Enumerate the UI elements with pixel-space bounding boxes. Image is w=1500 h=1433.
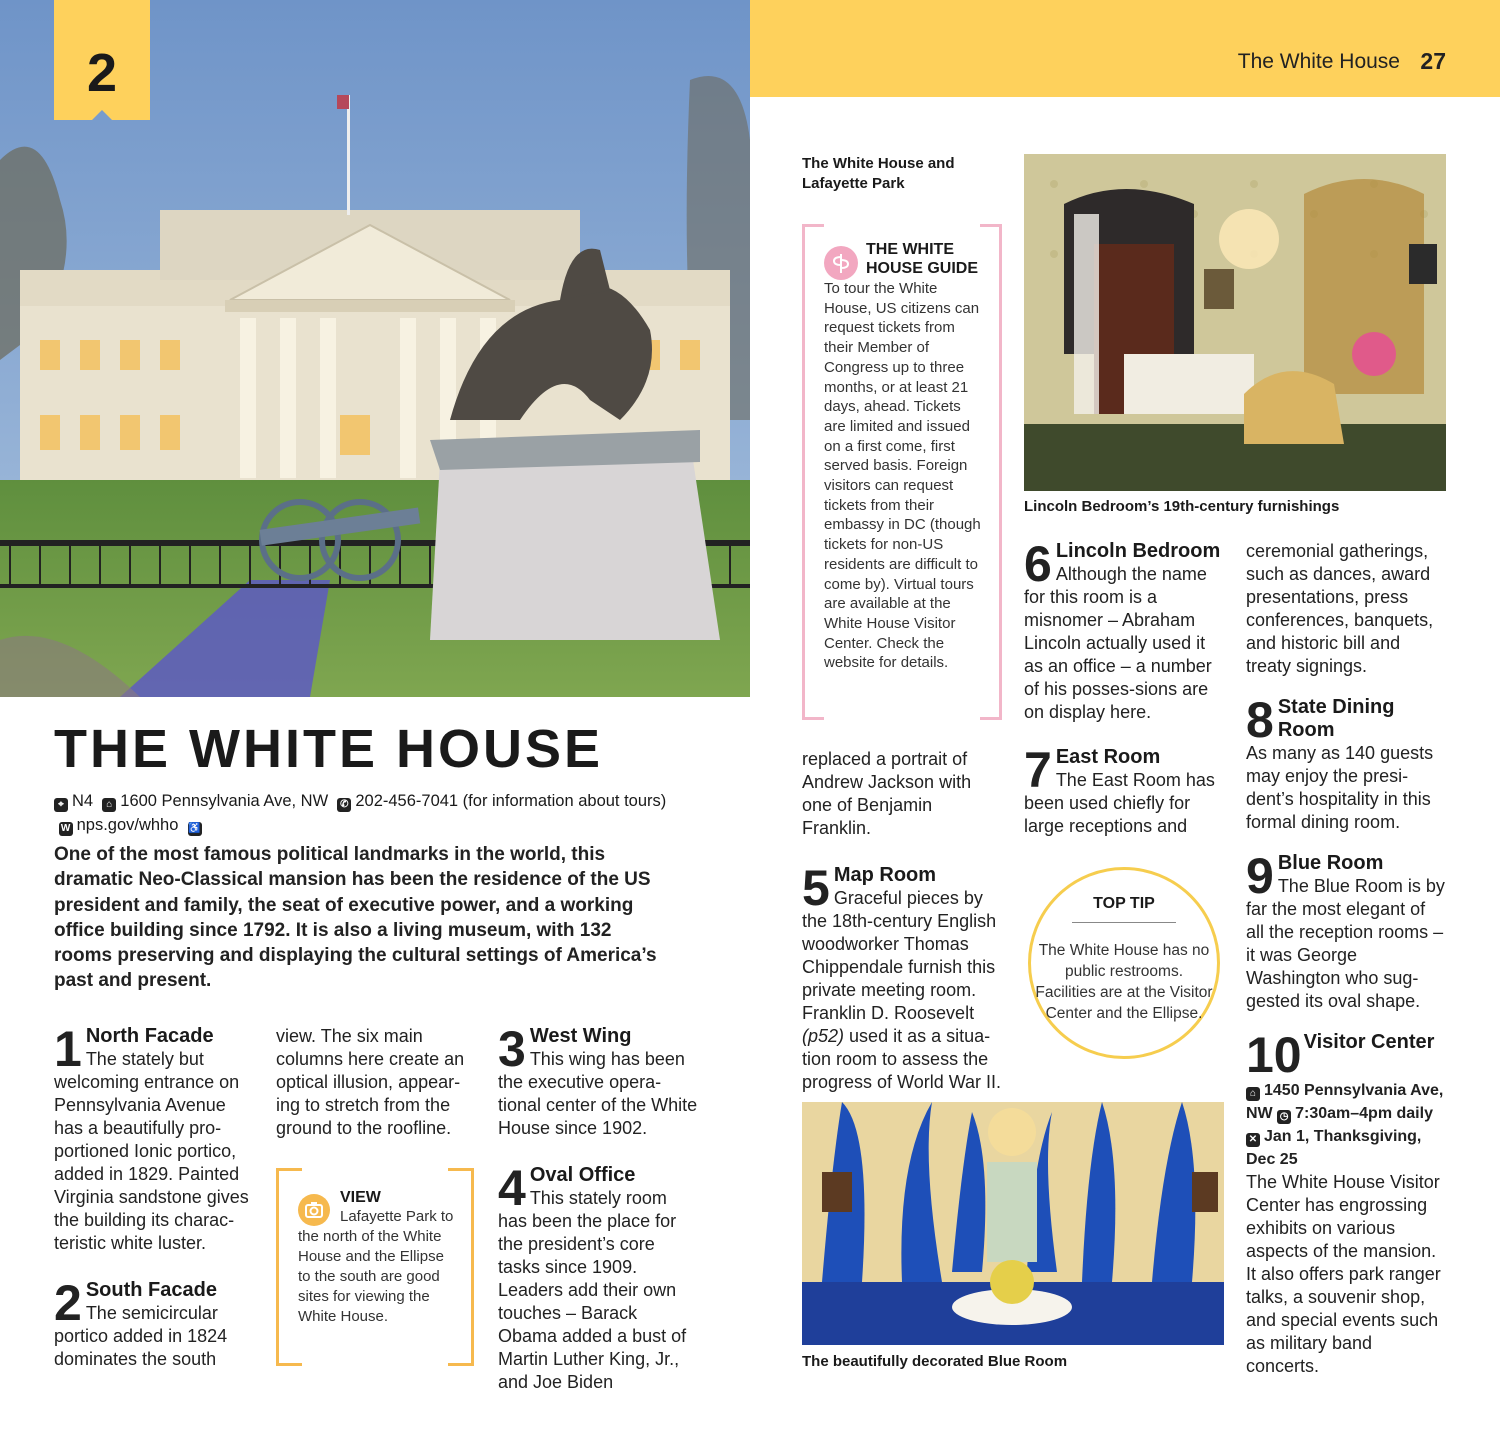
guide-box-text: To tour the White House, US citizens can request tickets from their Member of Congress up to three months, or at least 21 days, ahead. Tickets are limited and issued on a first come, first served basis. Foreign visitors can request tickets from their embassy in DC (though tickets for non-US residents are difficult to come by). Virtual tours are available at the White House Visitor Center. Check the website for details.: [824, 280, 981, 672]
phone-icon: ✆: [337, 798, 351, 812]
entry-continued-text: replaced a portrait of Andrew Jackson with one of Benjamin Franklin.: [802, 749, 972, 838]
entry-number: 8: [1246, 692, 1274, 748]
entry-text: The stately but welcoming entrance on Pennsylvania Avenue has a beautifully pro-portioned Ionic portico, added in 1829. Painted Virginia sandstone gives the building its charac-teristic white luster.: [54, 1049, 249, 1253]
guide-box: [824, 240, 984, 673]
view-box: [298, 1188, 456, 1327]
view-box-text: Lafayette Park to the north of the White House and the Ellipse to the south are good sites for viewing the White House.: [298, 1208, 454, 1325]
blue-room-caption: The beautifully decorated Blue Room: [802, 1353, 1068, 1370]
guide-box-title: THE WHITE HOUSE GUIDE: [866, 241, 979, 277]
address-icon: ⌂: [102, 798, 116, 812]
entry-heading: Lincoln Bedroom: [1055, 540, 1221, 562]
guide-box-corner: [980, 224, 1002, 227]
map-pin-icon: ⌖: [54, 798, 68, 812]
entry-blue-room: [1246, 848, 1446, 1013]
view-box-corner: [276, 1168, 302, 1171]
entry-number: 2: [54, 1275, 82, 1331]
column-3: [498, 1021, 698, 1418]
page-number: 27: [1420, 48, 1446, 74]
entry-text: This wing has been the executive opera-tional center of the White House since 1902.: [498, 1049, 698, 1138]
column-c: [1246, 540, 1446, 1402]
entry-oval-office: [498, 1160, 698, 1394]
hero-caption: The White House and Lafayette Park: [802, 155, 955, 192]
entry-heading: Oval Office: [529, 1164, 636, 1186]
entry-east-room: [1024, 742, 1226, 838]
top-tip-title: TOP TIP: [1093, 895, 1155, 912]
address-icon: ⌂: [1246, 1087, 1260, 1101]
entry-text: The semicircular portico added in 1824 dominates the south: [54, 1303, 228, 1369]
entry-number: 6: [1024, 536, 1052, 592]
guide-box-corner: [802, 224, 824, 227]
entry-text: As many as 140 guests may enjoy the presi-dent’s hospitality in this formal dining room.: [1246, 743, 1434, 832]
lincoln-caption: Lincoln Bedroom’s 19th-century furnishings: [1024, 498, 1340, 515]
entry-text: Graceful pieces by the 18th-century English woodworker Thomas Chippendale furnish this private meeting room. Franklin D. Roosevelt: [802, 888, 997, 1023]
entry-continued-text: view. The six main columns here create an optical illusion, appear-ing to stretch from the ground to the roofline.: [276, 1026, 465, 1138]
phone: 202-456-7041 (for information about tours): [355, 792, 667, 810]
entry-heading: Map Room: [833, 864, 937, 886]
entry-west-wing: [498, 1021, 698, 1140]
column-a: [802, 748, 1002, 1118]
view-box-title: VIEW: [340, 1189, 381, 1206]
guide-box-corner: [802, 717, 824, 720]
entry-continued: [802, 748, 1002, 840]
entry-number: 5: [802, 860, 830, 916]
entry-text: Although the name for this room is a misnomer – Abraham Lincoln actually used it as an office – a number of his posses-sions are on display here.: [1024, 564, 1212, 722]
page-title: THE WHITE HOUSE: [54, 719, 604, 779]
page-reference-link[interactable]: (p52): [802, 1026, 845, 1046]
entry-number: 9: [1246, 848, 1274, 904]
lincoln-bedroom-photo: [1024, 154, 1446, 491]
entry-number: 10: [1246, 1027, 1302, 1083]
address: 1600 Pennsylvania Ave, NW: [120, 792, 329, 810]
visitor-center-info: [1246, 1077, 1446, 1171]
map-ref: N4: [72, 792, 94, 810]
chapter-number: 2: [86, 43, 118, 103]
visitor-closed: Jan 1, Thanksgiving, Dec 25: [1246, 1128, 1422, 1168]
accessibility-icon: ♿: [188, 823, 201, 834]
entry-text-continued: used it as a situa-tion room to assess the progress of World War II.: [802, 1026, 1002, 1092]
entry-heading: State Dining Room: [1277, 696, 1395, 741]
entry-visitor-center: [1246, 1027, 1446, 1378]
entry-text: This stately room has been the place for the president’s core tasks since 1909. Leaders add their own touches – Barack Obama added a bust of Martin Luther King, Jr., and Joe Biden: [498, 1188, 687, 1392]
practical-info: [54, 789, 674, 837]
entry-heading: Blue Room: [1277, 852, 1384, 874]
entry-heading: South Facade: [85, 1279, 217, 1301]
visitor-hours: 7:30am–4pm daily: [1295, 1105, 1433, 1122]
entry-south-facade: [54, 1275, 254, 1371]
entry-number: 4: [498, 1160, 526, 1216]
entry-text: The Blue Room is by far the most elegant of all the reception rooms – it was George Washington who sug-gested its oval shape.: [1246, 876, 1445, 1011]
top-tip-divider: [1072, 922, 1176, 923]
header-band: [750, 0, 1500, 97]
intro-paragraph: One of the most famous political landmarks in the world, this dramatic Neo-Classical mansion has been the residence of the US president and family, the seat of executive power, and a working office building since 1792. It is also a living museum, with 132 rooms preserving and displaying the cultural settings of America’s past and present.: [54, 844, 657, 992]
entry-heading: West Wing: [529, 1025, 632, 1047]
top-tip-text: The White House has no public restrooms. Facilities are at the Visitor Center and the Ellipse.: [1035, 942, 1213, 1022]
entry-continued-text: ceremonial gatherings, such as dances, award presentations, press conferences, banquets, and historic bill and treaty signings.: [1246, 541, 1434, 676]
entry-number: 7: [1024, 742, 1052, 798]
entry-heading: East Room: [1055, 746, 1161, 768]
entry-text: The White House Visitor Center has engrossing exhibits on various aspects of the mansion. It also offers park ranger talks, a souvenir shop, and special events such as military band concerts.: [1246, 1172, 1441, 1376]
column-1: [54, 1021, 254, 1395]
entry-heading: North Facade: [85, 1025, 214, 1047]
clock-icon: ◷: [1277, 1110, 1291, 1124]
web-icon: W: [59, 822, 73, 836]
entry-north-facade: [54, 1021, 254, 1255]
visitor-address: 1450 Pennsylvania Ave, NW: [1246, 1082, 1444, 1122]
view-box-border: [276, 1168, 279, 1366]
blue-room-photo: [802, 1102, 1224, 1345]
view-box-border: [471, 1168, 474, 1366]
entry-map-room: [802, 860, 1002, 1094]
column-b: [1024, 536, 1226, 862]
entry-number: 1: [54, 1021, 82, 1077]
column-2: [276, 1025, 472, 1140]
running-title: The White House: [1237, 50, 1400, 73]
entry-heading: Visitor Center: [1303, 1031, 1435, 1053]
closed-icon: ✕: [1246, 1133, 1260, 1147]
view-box-corner: [276, 1363, 302, 1366]
guide-box-corner: [980, 717, 1002, 720]
entry-number: 3: [498, 1021, 526, 1077]
entry-state-dining-room: [1246, 692, 1446, 834]
entry-lincoln-bedroom: [1024, 536, 1226, 724]
entry-text: The East Room has been used chiefly for large receptions and: [1024, 770, 1215, 836]
entry-continued: [1246, 540, 1446, 678]
website-link[interactable]: nps.gov/whho: [76, 816, 179, 834]
